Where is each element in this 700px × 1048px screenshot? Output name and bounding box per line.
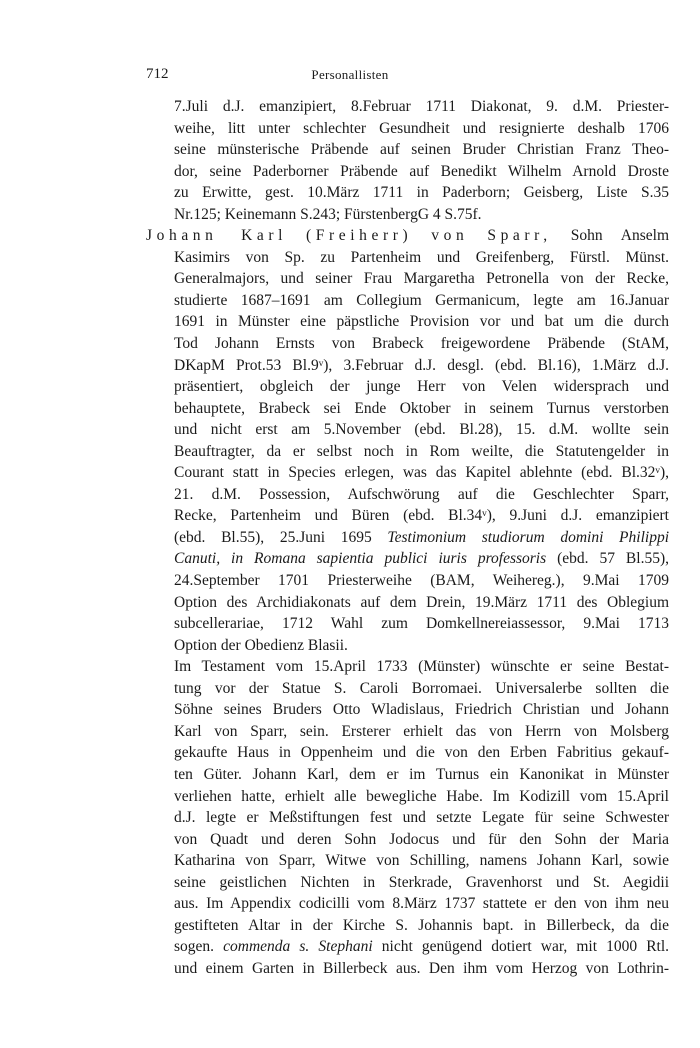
text-line: und einem Garten in Billerbeck aus. Den ihm vom Herzog von Lothrin- bbox=[174, 959, 669, 977]
text-line: Option des Archidiakonats auf dem Drein, 19.März 1711 des Oblegium bbox=[174, 593, 669, 611]
italic-latin-term: commenda s. Stephani bbox=[223, 938, 373, 956]
text-line: aus. Im Appendix codicilli vom 8.März 1737 stattete er den von ihm neu bbox=[174, 895, 669, 913]
text-line: studierte 1687–1691 am Collegium Germanicum, legte am 16.Januar bbox=[174, 291, 669, 309]
text-line bbox=[146, 548, 669, 570]
text-line: 21. d.M. Possession, Aufschwörung auf die Geschlechter Sparr, bbox=[174, 485, 669, 503]
text-line: 24.September 1701 Priesterweihe (BAM, Weihereg.), 9.Mai 1709 bbox=[174, 572, 669, 590]
text-line: Beauftragter, da er selbst noch in Rom weilte, die Statutengelder in bbox=[174, 442, 669, 460]
text-line: Nr.125; Keinemann S.243; FürstenbergG 4 S.75f. bbox=[174, 205, 482, 223]
text-line: subcellerariae, 1712 Wahl zum Domkellnereiassessor, 9.Mai 1713 bbox=[174, 615, 669, 633]
text-line: behauptete, Brabeck sei Ende Oktober in seinem Turnus verstorben bbox=[174, 399, 669, 417]
page-header bbox=[0, 66, 700, 86]
italic-latin-title: Canuti, in Romana sapientia publici iuris professoris bbox=[174, 550, 547, 568]
text-line: 7.Juli d.J. emanzipiert, 8.Februar 1711 Diakonat, 9. d.M. Priester- bbox=[174, 98, 669, 115]
text-line: Im Testament vom 15.April 1733 (Münster) wünschte er seine Bestat- bbox=[174, 658, 669, 676]
entry-title: (Freiherr) bbox=[306, 227, 413, 245]
text-line: Tod Johann Ernsts von Brabeck freigewordene Präbende (StAM, bbox=[174, 335, 669, 353]
text-line: Katharina von Sparr, Witwe von Schilling, namens Johann Karl, sowie bbox=[174, 852, 669, 870]
text-line: Option der Obedienz Blasii. bbox=[174, 636, 348, 654]
text-line: dor, seine Paderborner Präbende auf Benedikt Wilhelm Arnold Droste bbox=[174, 162, 669, 180]
text-run: (ebd. 57 Bl.55), bbox=[557, 550, 669, 568]
body-text bbox=[146, 96, 669, 979]
entry-name: Johann Karl bbox=[146, 227, 288, 245]
text-line: weihe, litt unter schlechter Gesundheit und resignierte deshalb 1706 bbox=[174, 119, 669, 137]
text-run: (ebd. Bl.55), 25.Juni 1695 bbox=[174, 528, 372, 546]
text-run: nicht genügend dotiert war, mit 1000 Rtl. bbox=[381, 938, 670, 956]
text-line: präsentiert, obgleich der junge Herr von Velen widersprach und bbox=[174, 378, 669, 396]
text-line: Generalmajors, und seiner Frau Margaretha Petronella von der Recke, bbox=[174, 270, 669, 288]
entry-particle: von bbox=[431, 227, 469, 245]
entry-surname: Sparr, bbox=[487, 227, 552, 245]
text-line: von Quadt und deren Sohn Jodocus und für den Sohn der Maria bbox=[174, 830, 669, 848]
text-line: Söhne seines Bruders Otto Wladislaus, Friedrich Christian und Johann bbox=[174, 701, 669, 719]
text-line bbox=[146, 527, 669, 549]
entry-heading-line bbox=[146, 225, 669, 247]
text-line: d.J. legte er Meßstiftungen fest und setzte Legate für seine Schwester bbox=[174, 809, 669, 827]
text-run: sogen. bbox=[174, 938, 215, 956]
running-head: Personallisten bbox=[311, 67, 389, 82]
text-line: DKapM Prot.53 Bl.9ᵛ), 3.Februar d.J. desgl. (ebd. Bl.16), 1.März d.J. bbox=[174, 356, 669, 374]
text-line: tung vor der Statue S. Caroli Borromaei. Universalerbe sollten die bbox=[174, 679, 669, 697]
text-line: Kasimirs von Sp. zu Partenheim und Greifenberg, Fürstl. Münst. bbox=[174, 248, 669, 266]
text-line: verliehen hatte, erhielt alle bewegliche Habe. Im Kodizill vom 15.April bbox=[174, 787, 669, 805]
text-line bbox=[146, 936, 669, 958]
text-line: seine münsterische Präbende auf seinen Bruder Christian Franz Theo- bbox=[174, 141, 669, 159]
text-line: 1691 in Münster eine päpstliche Provision vor und bat um die durch bbox=[174, 313, 669, 331]
text-line: und nicht erst am 5.November (ebd. Bl.28), 15. d.M. wollte sein bbox=[174, 421, 669, 439]
text-line: Karl von Sparr, sein. Ersterer erhielt das von Herrn von Molsberg bbox=[174, 722, 669, 740]
text-line: Recke, Partenheim und Büren (ebd. Bl.34ᵛ), 9.Juni d.J. emanzipiert bbox=[174, 507, 669, 525]
text-line: seine geistlichen Nichten in Sterkrade, Gravenhorst und St. Aegidii bbox=[174, 873, 669, 891]
italic-latin-title: Testimonium studiorum domini Philippi bbox=[387, 528, 670, 546]
text-line: zu Erwitte, gest. 10.März 1711 in Paderborn; Geisberg, Liste S.35 bbox=[174, 184, 669, 202]
text-line: ten Güter. Johann Karl, dem er im Turnus ein Kanonikat in Münster bbox=[174, 765, 669, 783]
entry-rest: Sohn Anselm bbox=[570, 227, 670, 245]
text-line: gekaufte Haus in Oppenheim und die von den Erben Fabritius gekauf- bbox=[174, 744, 669, 762]
text-line: Courant statt in Species erlegen, was das Kapitel ablehnte (ebd. Bl.32ᵛ), bbox=[174, 464, 669, 482]
page-number: 712 bbox=[146, 66, 169, 82]
text-line: gestifteten Altar in der Kirche S. Johannis bapt. in Billerbeck, da die bbox=[174, 916, 669, 934]
